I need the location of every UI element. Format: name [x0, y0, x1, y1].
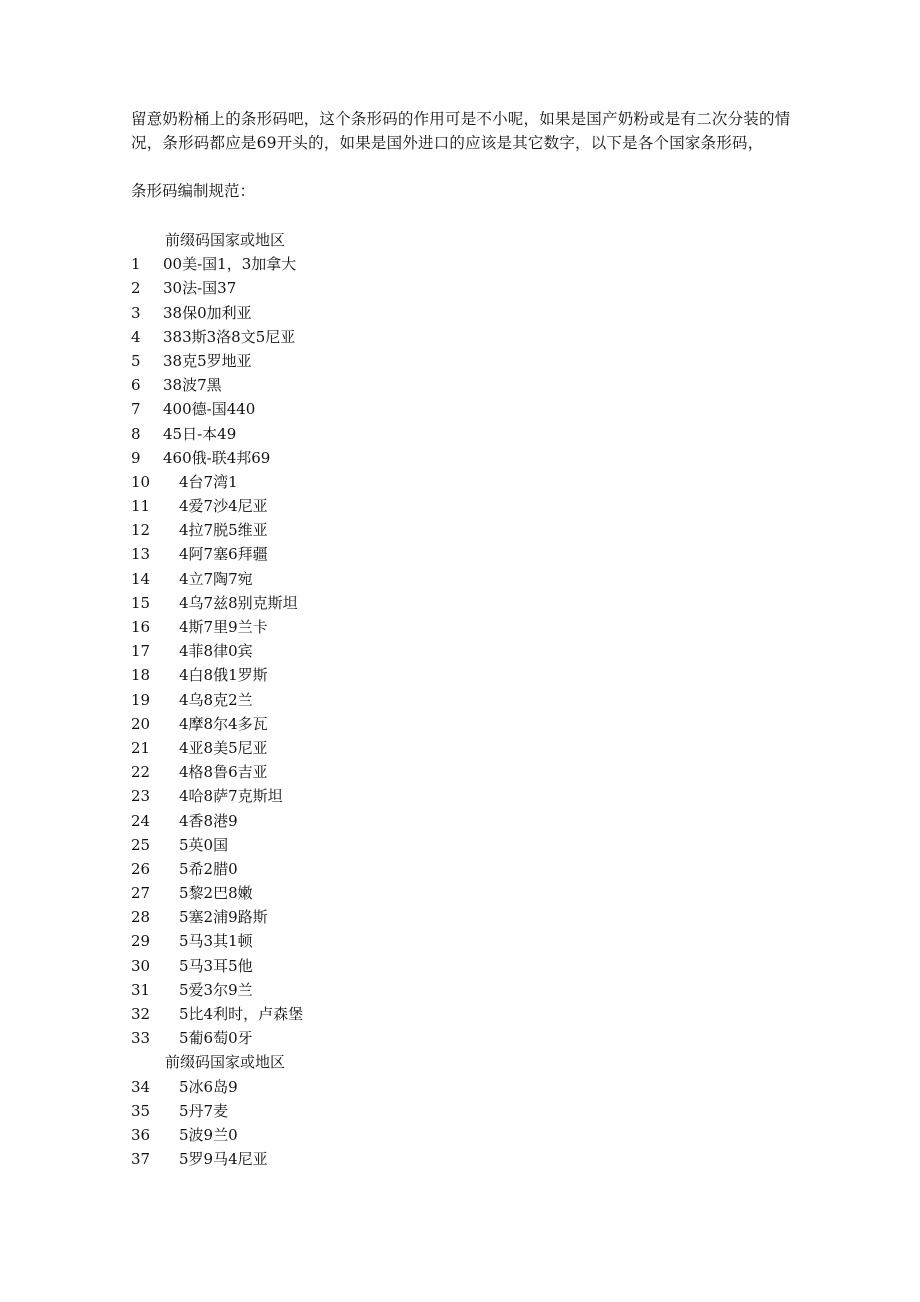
row-number: 37: [131, 1150, 151, 1169]
country-entry: 5黎2巴8嫩: [179, 884, 253, 903]
country-entry: 5比4利时，卢森堡: [179, 1005, 304, 1023]
row-number: 19: [131, 690, 151, 709]
row-number: 13: [131, 545, 151, 564]
barcode-prefix-list: [131, 228, 531, 1171]
country-entry: 38波7黑: [163, 376, 222, 395]
row-number: 12: [131, 521, 151, 540]
country-entry: 4阿7塞6拜疆: [179, 545, 268, 564]
country-entry: 4台7湾1: [179, 472, 238, 491]
list-item: [131, 373, 531, 397]
list-item: [131, 833, 531, 857]
list-item: [131, 276, 531, 300]
country-entry: 4斯7里9兰卡: [179, 618, 268, 636]
list-item: [131, 1099, 531, 1123]
list-item: [131, 567, 531, 591]
list-item: [131, 929, 531, 953]
list-item: [131, 905, 531, 929]
country-entry: 383斯3洛8文5尼亚: [163, 327, 296, 346]
row-number: 22: [131, 763, 151, 782]
list-item: [131, 688, 531, 712]
row-number: 36: [131, 1125, 151, 1144]
row-number: 1: [131, 255, 141, 274]
list-item: [131, 591, 531, 615]
list-item: [131, 857, 531, 881]
row-number: 29: [131, 932, 151, 951]
list-item: [131, 784, 531, 808]
list-item: [131, 1123, 531, 1147]
country-entry: 45日-本49: [163, 424, 237, 443]
list-item: [131, 663, 531, 687]
row-number: 5: [131, 351, 141, 370]
list-item: [131, 470, 531, 494]
row-number: 9: [131, 448, 141, 467]
row-number: 7: [131, 400, 141, 419]
row-number: 17: [131, 642, 151, 661]
list-item: [131, 639, 531, 663]
row-number: 16: [131, 618, 151, 636]
list-item: [131, 446, 531, 470]
list-item: [131, 881, 531, 905]
list-item: [131, 325, 531, 349]
list-item: [131, 712, 531, 736]
country-entry: 38克5罗地亚: [163, 351, 252, 370]
row-number: 14: [131, 569, 151, 588]
country-entry: 460俄-联4邦69: [163, 448, 271, 467]
list-item: [131, 954, 531, 978]
country-entry: 5葡6萄0牙: [179, 1029, 253, 1048]
country-entry: 5塞2浦9路斯: [179, 908, 268, 927]
country-entry: 4白8俄1罗斯: [179, 666, 268, 685]
row-number: 2: [131, 279, 141, 298]
country-entry: 4菲8律0宾: [179, 642, 253, 661]
list-item: [131, 301, 531, 325]
country-entry: 4格8鲁6吉亚: [179, 763, 268, 782]
row-number: 21: [131, 738, 151, 757]
row-number: 25: [131, 835, 151, 854]
row-number: 8: [131, 424, 141, 443]
header-label: 前缀码国家或地区: [165, 1053, 286, 1072]
row-number: 20: [131, 714, 151, 733]
country-entry: 4香8港9: [179, 811, 238, 830]
list-item: [131, 252, 531, 276]
list-item: [131, 494, 531, 518]
country-entry: 5罗9马4尼亚: [179, 1150, 268, 1169]
list-item: [131, 978, 531, 1002]
section-subtitle: 条形码编制规范：: [131, 182, 256, 200]
list-header: [131, 228, 531, 252]
country-entry: 4拉7脱5维亚: [179, 521, 268, 540]
list-item: [131, 397, 531, 421]
country-entry: 4乌7兹8别克斯坦: [179, 593, 298, 612]
row-number: 4: [131, 327, 141, 346]
country-entry: 5英0国: [179, 835, 229, 854]
row-number: 35: [131, 1101, 151, 1120]
row-number: 27: [131, 884, 151, 903]
row-number: 32: [131, 1005, 151, 1023]
header-label: 前缀码国家或地区: [165, 231, 286, 249]
row-number: 18: [131, 666, 151, 685]
list-item: [131, 422, 531, 446]
country-entry: 4哈8萨7克斯坦: [179, 787, 283, 806]
row-number: 26: [131, 859, 151, 878]
list-item: [131, 1075, 531, 1099]
country-entry: 5马3耳5他: [179, 956, 253, 975]
list-item: [131, 349, 531, 373]
list-item: [131, 1147, 531, 1171]
intro-paragraph: 留意奶粉桶上的条形码吧，这个条形码的作用可是不小呢，如果是国产奶粉或是有二次分装的情况，条形码都应是69开头的，如果是国外进口的应该是其它数字，以下是各个国家条形码，: [131, 110, 791, 152]
country-entry: 5波9兰0: [179, 1125, 238, 1144]
list-item: [131, 615, 531, 639]
list-item: [131, 518, 531, 542]
row-number: 23: [131, 787, 151, 806]
country-entry: 4乌8克2兰: [179, 690, 253, 709]
list-item: [131, 1002, 531, 1026]
row-number: 28: [131, 908, 151, 927]
list-item: [131, 760, 531, 784]
row-number: 11: [131, 497, 151, 516]
row-number: 6: [131, 376, 141, 395]
list-header: [131, 1050, 531, 1074]
country-entry: 5希2腊0: [179, 859, 238, 878]
list-item: [131, 542, 531, 566]
country-entry: 5马3其1顿: [179, 932, 253, 951]
list-item: [131, 809, 531, 833]
list-item: [131, 1026, 531, 1050]
row-number: 3: [131, 303, 141, 322]
country-entry: 4亚8美5尼亚: [179, 738, 268, 757]
country-entry: 5冰6岛9: [179, 1077, 238, 1096]
country-entry: 4摩8尔4多瓦: [179, 714, 268, 733]
row-number: 34: [131, 1077, 151, 1096]
row-number: 24: [131, 811, 151, 830]
row-number: 10: [131, 472, 151, 491]
country-entry: 4立7陶7宛: [179, 569, 253, 588]
country-entry: 30法-国37: [163, 279, 237, 298]
country-entry: 00美-国1，3加拿大: [163, 255, 297, 274]
row-number: 30: [131, 956, 151, 975]
country-entry: 400德-国440: [163, 400, 256, 419]
row-number: 33: [131, 1029, 151, 1048]
list-item: [131, 736, 531, 760]
country-entry: 5丹7麦: [179, 1101, 229, 1120]
row-number: 31: [131, 980, 151, 999]
country-entry: 38保0加利亚: [163, 303, 252, 322]
row-number: 15: [131, 593, 151, 612]
country-entry: 5爱3尔9兰: [179, 980, 253, 999]
country-entry: 4爱7沙4尼亚: [179, 497, 268, 516]
